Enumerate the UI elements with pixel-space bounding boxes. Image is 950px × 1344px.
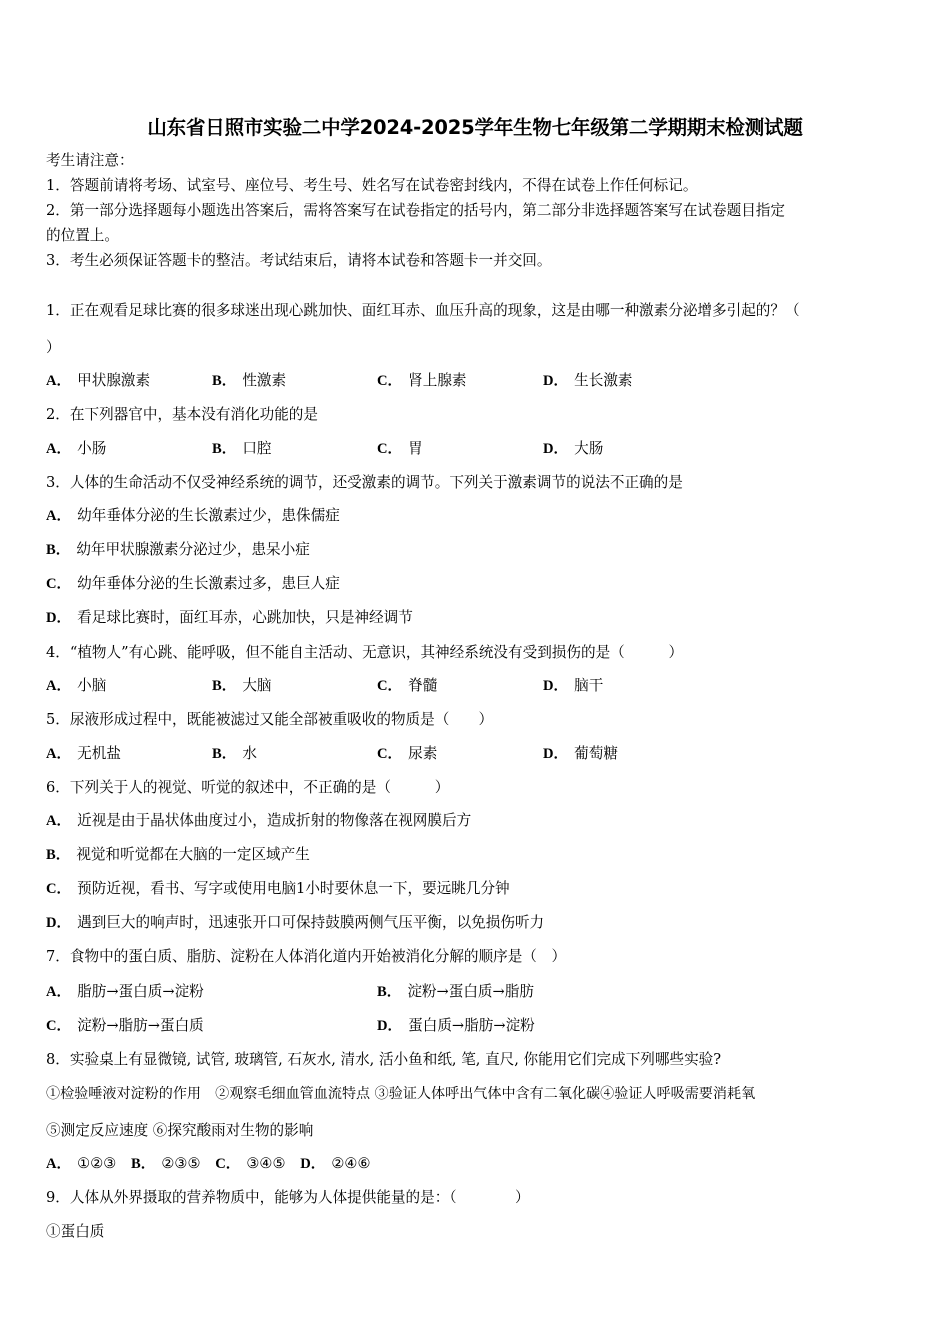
option-b[interactable]: B． ②③⑤: [131, 1155, 201, 1172]
option-d[interactable]: D． 看足球比赛时，面红耳赤，心跳加快，只是神经调节: [46, 609, 413, 626]
option-a[interactable]: A． ①②③: [46, 1155, 117, 1172]
notice-item: 2．第一部分选择题每小题选出答案后，需将答案写在试卷指定的括号内，第二部分非选择题答案写在试卷题目指定: [46, 202, 785, 219]
option-d[interactable]: D． 蛋白质→脂肪→淀粉: [377, 1017, 535, 1034]
option-a[interactable]: A． 近视是由于晶状体曲度过小，造成折射的物像落在视网膜后方: [46, 812, 472, 829]
option-c[interactable]: C． 肾上腺素: [377, 372, 467, 389]
question-4-stem: 4．“植物人”有心跳、能呼吸，但不能自主活动、无意识，其神经系统没有受到损伤的是（ ）: [46, 644, 684, 661]
notice-item: 1．答题前请将考场、试室号、座位号、考生号、姓名写在试卷密封线内，不得在试卷上作任何标记。: [46, 177, 698, 194]
option-b[interactable]: B． 口腔: [212, 440, 272, 457]
option-d[interactable]: D． 遇到巨大的响声时，迅速张开口可保持鼓膜两侧气压平衡，以免损伤听力: [46, 914, 545, 931]
option-b[interactable]: B． 淀粉→蛋白质→脂肪: [377, 983, 534, 1000]
option-d[interactable]: D． 脑干: [543, 677, 604, 694]
question-5-stem: 5．尿液形成过程中，既能被滤过又能全部被重吸收的物质是（ ）: [46, 711, 494, 728]
option-a[interactable]: A． 幼年垂体分泌的生长激素过少，患侏儒症: [46, 507, 340, 524]
notice-item: 3．考生必须保证答题卡的整洁。考试结束后，请将本试卷和答题卡一并交回。: [46, 252, 552, 269]
question-1-stem: ）: [46, 339, 61, 356]
option-a[interactable]: A． 无机盐: [46, 745, 121, 762]
option-a[interactable]: A． 小肠: [46, 440, 107, 457]
notice-heading: 考生请注意：: [46, 152, 134, 169]
option-group: [46, 1154, 371, 1174]
option-b[interactable]: B． 幼年甲状腺激素分泌过少，患呆小症: [46, 541, 310, 558]
question-9-stem: 9．人体从外界摄取的营养物质中，能够为人体提供能量的是：（ ）: [46, 1189, 530, 1206]
question-8-stem: 8．实验桌上有显微镜, 试管, 玻璃管, 石灰水, 清水, 活小鱼和纸, 笔, 直尺, 你能用它们完成下列哪些实验?: [46, 1051, 722, 1068]
option-d[interactable]: D． ②④⑥: [300, 1155, 371, 1172]
question-1-stem: 1．正在观看足球比赛的很多球迷出现心跳加快、面红耳赤、血压升高的现象，这是由哪一种激素分泌增多引起的？（: [46, 302, 800, 319]
notice-item: 的位置上。: [46, 227, 119, 244]
option-c[interactable]: C． 淀粉→脂肪→蛋白质: [46, 1017, 204, 1034]
question-8-stem: ⑤测定反应速度 ⑥探究酸雨对生物的影响: [46, 1122, 314, 1139]
page-title: 山东省日照市实验二中学2024-2025学年生物七年级第二学期期末检测试题: [147, 116, 803, 139]
option-c[interactable]: C． 脊髓: [377, 677, 438, 694]
option-a[interactable]: A． 甲状腺激素: [46, 372, 151, 389]
option-c[interactable]: C． 尿素: [377, 745, 438, 762]
option-c[interactable]: C． ③④⑤: [215, 1155, 286, 1172]
question-2-stem: 2．在下列器官中，基本没有消化功能的是: [46, 406, 318, 423]
option-c[interactable]: C． 胃: [377, 440, 423, 457]
option-b[interactable]: B． 大脑: [212, 677, 272, 694]
option-c[interactable]: C． 预防近视，看书、写字或使用电脑1小时要休息一下，要远眺几分钟: [46, 880, 510, 897]
option-b[interactable]: B． 性激素: [212, 372, 287, 389]
question-9-stem: ①蛋白质: [46, 1223, 105, 1240]
option-b[interactable]: B． 水: [212, 745, 257, 762]
question-3-stem: 3．人体的生命活动不仅受神经系统的调节，还受激素的调节。下列关于激素调节的说法不正确的是: [46, 474, 683, 491]
question-8-stem: ①检验唾液对淀粉的作用 ②观察毛细血管血流特点 ③验证人体呼出气体中含有二氧化碳④验证人呼吸需要消耗氧: [46, 1086, 756, 1102]
option-d[interactable]: D． 大肠: [543, 440, 604, 457]
option-a[interactable]: A． 小脑: [46, 677, 107, 694]
question-6-stem: 6．下列关于人的视觉、听觉的叙述中，不正确的是（ ）: [46, 779, 450, 796]
option-d[interactable]: D． 葡萄糖: [543, 745, 618, 762]
option-c[interactable]: C． 幼年垂体分泌的生长激素过多，患巨人症: [46, 575, 340, 592]
option-d[interactable]: D． 生长激素: [543, 372, 633, 389]
option-b[interactable]: B． 视觉和听觉都在大脑的一定区域产生: [46, 846, 310, 863]
question-7-stem: 7．食物中的蛋白质、脂肪、淀粉在人体消化道内开始被消化分解的顺序是（ ）: [46, 948, 567, 965]
option-a[interactable]: A． 脂肪→蛋白质→淀粉: [46, 983, 204, 1000]
